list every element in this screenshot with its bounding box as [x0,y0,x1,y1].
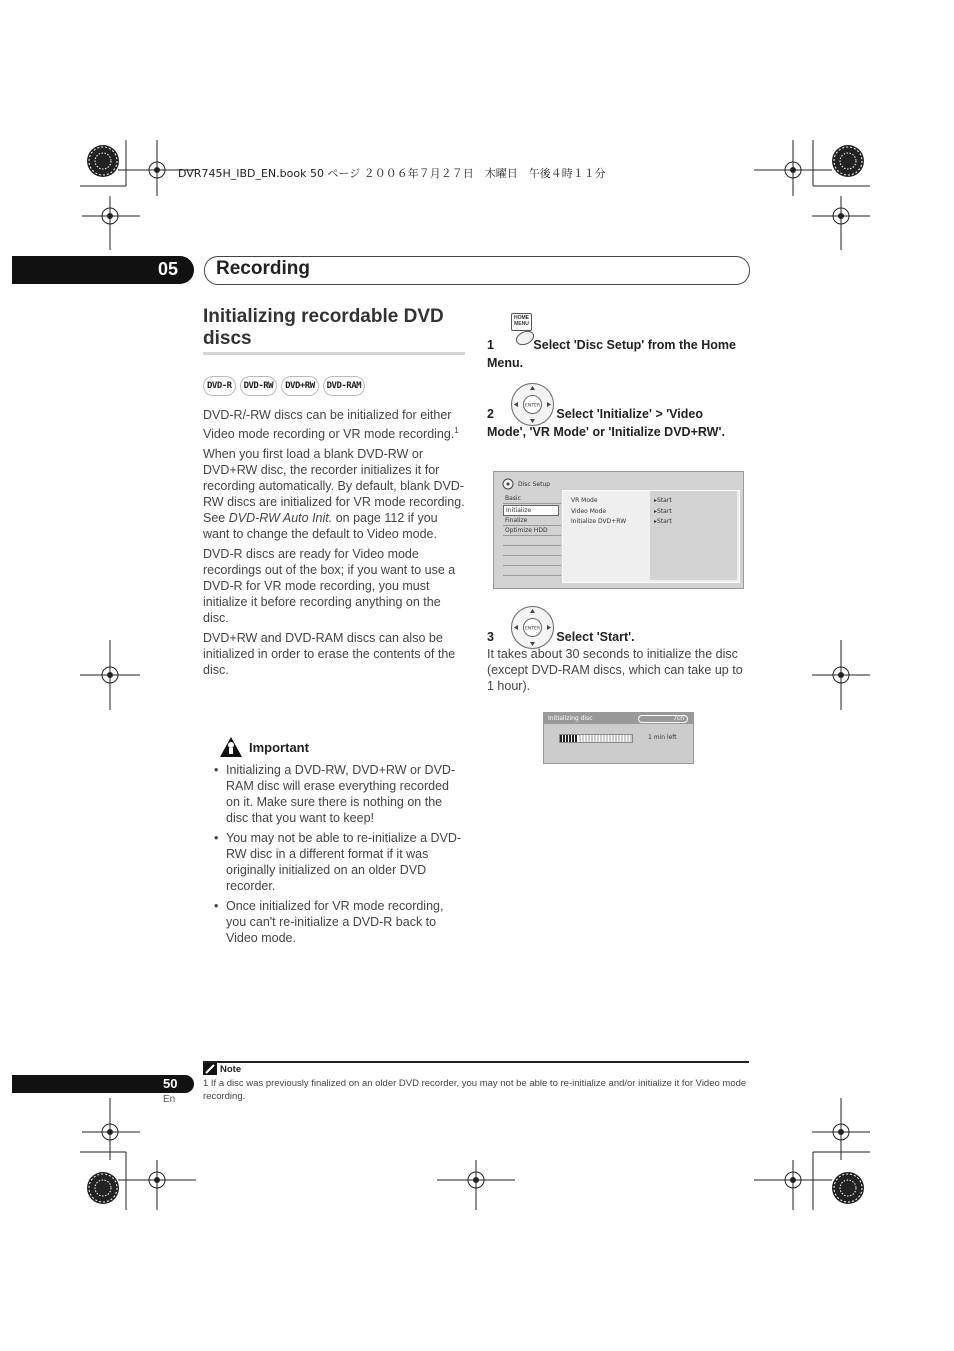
warning-icon [219,736,243,758]
print-header: DVR745H_IBD_EN.book 50 ページ ２００６年７月２７日 木曜日 午後４時１１分 [178,167,606,180]
menu-empty-row [503,546,561,556]
step-text: Select 'Initialize' > 'Video Mode', 'VR Mode' or 'Initialize DVD+RW'. [487,407,725,439]
progress-bar [559,734,633,743]
action-column [650,491,737,580]
step-number: 1 [487,338,494,352]
time-left: 1 min left [648,734,677,741]
menu-item-initialize[interactable]: Initialize [503,505,559,516]
home-label: HOME [514,315,529,321]
progress-fill [560,735,578,742]
start-action[interactable]: ▸Start [654,497,672,504]
cross-reference: DVD-RW Auto Init. [228,511,333,526]
start-action[interactable]: ▸Start [654,518,672,525]
paragraph-3: DVD-R discs are ready for Video mode recordings out of the box; if you want to use a DVD-R for VR mode recording, you must initialize it before recording anything on the disc. [203,547,456,626]
step-number: 3 [487,630,494,644]
action-list [654,496,672,528]
section-title: Initializing recordable DVD discs [203,306,444,349]
paragraph-4: DVD+RW and DVD-RAM discs can also be initialized in order to erase the contents of the disc. [203,631,456,678]
option-video-mode[interactable]: Video Mode [571,507,607,515]
page-number: 50 [163,1076,178,1091]
paragraph-1: DVD-R/-RW discs can be initialized for either Video mode recording or VR mode recording.$^1$ [203,408,459,442]
menu-empty-row [503,536,561,546]
step-text: Select 'Disc Setup' from the Home Menu. [487,338,736,370]
important-item: • Initializing a DVD-RW, DVD+RW or DVD-RAM disc will erase everything recorded on it. Make sure there is nothing on the disc that you want to keep! [212,762,465,826]
step-1 [487,336,737,372]
enter-label: ENTER [525,626,540,632]
step-number: 2 [487,407,494,421]
section-divider [203,352,465,355]
initializing-progress-screen [543,712,694,764]
start-action[interactable]: ▸Start [654,507,672,515]
disc-icon [502,478,516,490]
important-item: • Once initialized for VR mode recording, you can't re-initialize a DVD-R back to Video mode. [212,898,465,946]
menu-item-finalize[interactable]: Finalize [503,516,561,526]
note-label: Note [220,1063,242,1075]
footnote-ref: 1 [454,426,459,435]
menu-empty-row [503,566,561,576]
options-list [571,496,626,528]
body-text [203,407,465,682]
important-heading [219,736,309,758]
note-heading [203,1063,241,1075]
menu-item-optimize-hdd[interactable]: Optimize HDD [503,526,561,536]
footnote-text: 1 If a disc was previously finalized on an older DVD recorder, you may not be able to re-initialize and/or initialize it for Video mode recording. [203,1078,747,1102]
disc-badges [203,376,365,396]
page-language: En [163,1094,176,1105]
important-list [212,762,465,950]
step-2 [487,405,732,440]
badge-dvd-r: DVD-R [203,376,236,396]
option-initialize-dvd-plus-rw[interactable]: Initialize DVD+RW [571,518,627,525]
badge-dvd-plus-rw: DVD+RW [281,376,319,396]
menu-empty-row [503,556,561,566]
paragraph-2: When you first load a blank DVD-RW or DVD+RW disc, the recorder initializes it for recording automatically. By default, blank DVD-RW discs are initialized for VR mode recording. See DVD-RW Auto Init. on page 112 if you want to change the default to Video mode. [203,447,465,542]
note-pencil-icon [203,1063,217,1075]
menu-label: MENU [514,321,529,327]
important-label: Important [249,739,309,755]
step-text: Select 'Start'. [556,630,635,644]
enter-label: ENTER [525,403,540,409]
badge-dvd-ram: DVD-RAM [323,376,365,396]
step-3 [487,628,737,646]
step-3-detail: It takes about 30 seconds to initialize the disc (except DVD-RAM discs, which can take up to 1 hour). [487,647,743,693]
progress-title: Initializing disc [548,715,593,722]
chapter-number: 05 [158,259,179,279]
important-item: • You may not be able to re-initialize a DVD-RW disc in a different format if it was originally initialized on an older DVD recorder. [212,830,465,894]
menu-item-basic[interactable]: Basic [503,494,561,504]
badge-dvd-rw: DVD-RW [240,376,278,396]
screen-title: Disc Setup [518,481,551,488]
chapter-title: Recording [216,258,310,279]
channel-indicator: 7ch [638,715,688,723]
disc-setup-screen [493,471,744,589]
option-vr-mode[interactable]: VR Mode [571,497,598,504]
footer-rule [203,1061,749,1063]
options-panel [562,490,740,583]
